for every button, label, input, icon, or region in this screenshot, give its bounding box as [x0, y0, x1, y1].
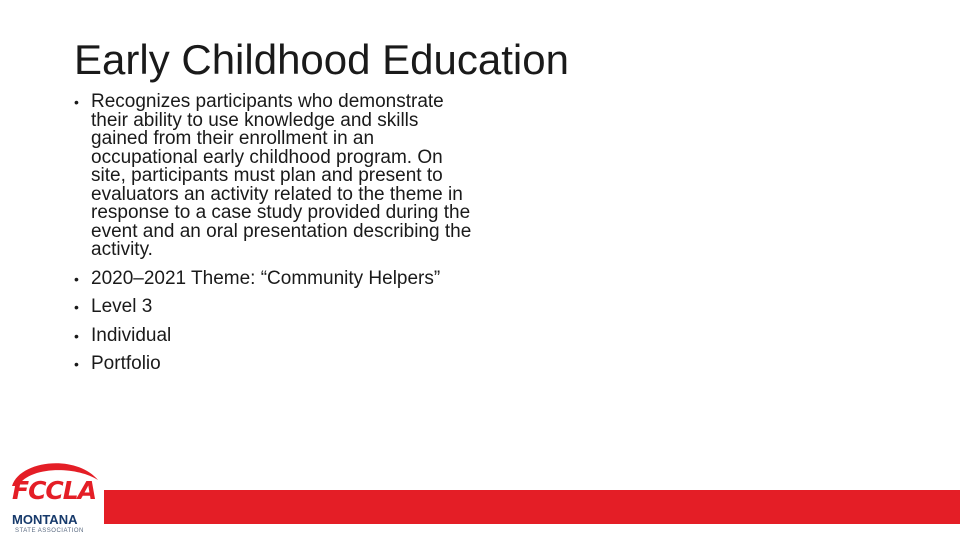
bullet-item — [74, 355, 474, 374]
bullet-item — [74, 324, 474, 346]
footer-accent-bar — [104, 490, 960, 524]
bullet-text: 2020–2021 Theme: “Community Helpers” — [91, 267, 441, 289]
bullet-text: Level 3 — [91, 296, 153, 317]
bullet-marker: • — [74, 356, 79, 372]
fccla-montana-logo — [6, 456, 104, 538]
logo-subtitle: STATE ASSOCIATION — [15, 528, 84, 534]
bullet-text: Portfolio — [91, 353, 161, 374]
bullet-marker: • — [74, 94, 79, 110]
bullet-list — [74, 93, 474, 384]
slide-title: Early Childhood Education — [74, 36, 569, 83]
bullet-marker: • — [74, 270, 79, 287]
bullet-text: Recognizes participants who demonstrate their ability to use knowledge and skills gained from their enrollment in an occupational early childhood program. On site, participants must plan and present to evaluators an activity related to the theme in response to a case study provided during the event and an oral presentation describing the activity. — [91, 91, 472, 260]
bullet-item — [74, 298, 474, 317]
bullet-text: Individual — [91, 324, 172, 346]
bullet-marker: • — [74, 299, 79, 315]
logo-wordmark: FCCLA — [12, 476, 97, 505]
bullet-item — [74, 267, 474, 289]
bullet-marker: • — [74, 327, 79, 344]
logo-state-name: MONTANA — [12, 512, 78, 527]
bullet-item — [74, 93, 474, 260]
